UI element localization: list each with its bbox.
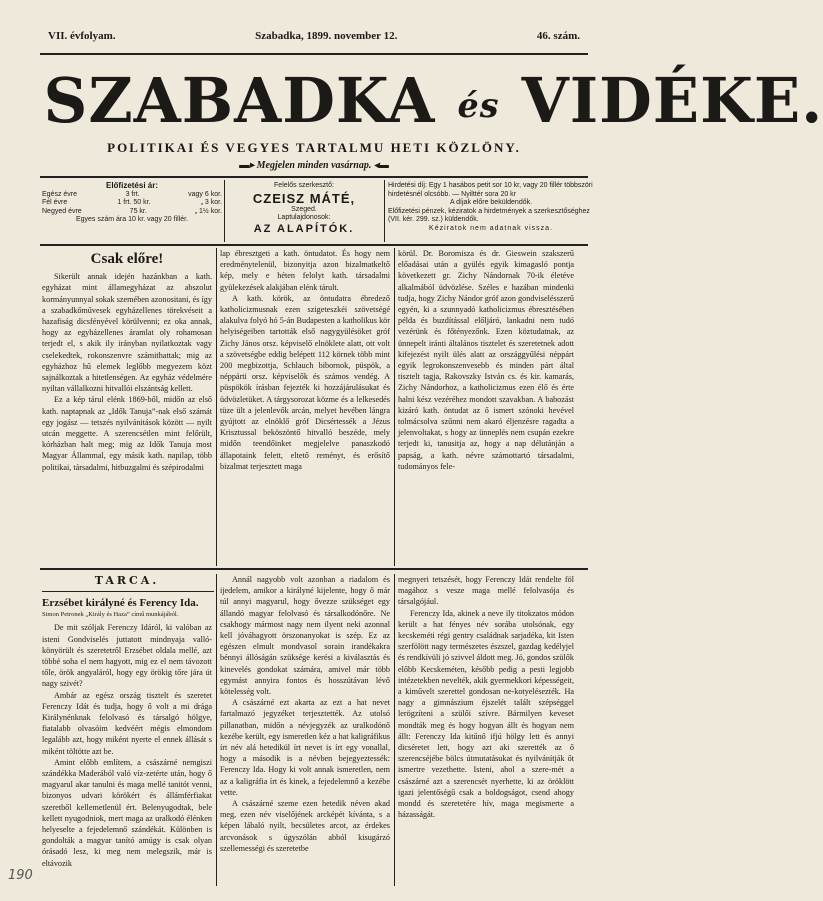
subscription-row (42, 199, 222, 208)
subscription-price: 75 kr. (129, 207, 147, 215)
masthead-title-and: és (457, 86, 500, 126)
subscription-price: 3 frt. (125, 190, 140, 198)
subscription-label: Egész évre (42, 190, 78, 198)
owner-name: AZ ALAPÍTÓK. (253, 222, 355, 235)
subscription-title: Előfizetési ár: (105, 181, 158, 190)
subscription-alt: vagy 6 kor. (188, 190, 222, 198)
editor-name: CZEISZ MÁTÉ, (252, 190, 356, 206)
paragraph: megnyeri tetszését, hogy Ferenczy Idát rendelte föl magához s vesze maga mellé felolvasója és társalgójául. (398, 575, 574, 607)
handwritten-page-number: 190 (8, 868, 33, 883)
lead-article-title: Csak előre! (90, 251, 164, 267)
masthead-subtitle: POLITIKAI ÉS VEGYES TARTALMU HETI KÖZLÖNY. (107, 140, 521, 155)
info-divider (384, 180, 385, 242)
header-rule (40, 53, 588, 55)
lead-article-column-3 (398, 248, 574, 566)
feuilleton-column-2 (220, 574, 390, 886)
ad-manuscripts: Kéziratok nem adatnak vissza. (429, 224, 553, 232)
paragraph: Amint előbb említem, a császárné nemgiszi szándékka Maderából való víz-zetérte után, hogy ő magyarul akar tanulni és maga mellé tanitót venni, bizonyos udvari körökért és állámférfiakat szeretből kellemetlenül ért. Belenyugodtak, bele kellett nyugodniok, mert maga az uralkodó élénken helyeselte a fejedelemnő szándékát. Különben is gondolták a magyar tanító amúgy is csak olyan órásadó lesz, ki meg nem melegszik, már is eltávozik (42, 757, 212, 868)
feuilleton-column-3 (398, 574, 574, 886)
subscription-alt: „ 3 kor. (200, 199, 222, 206)
masthead-title-left: SZABADKA (43, 64, 436, 137)
subscription-label: Fél évre (42, 199, 68, 206)
volume-number: VII. évfolyam. (48, 30, 116, 42)
editor-place: Szeged. (291, 205, 317, 213)
paragraph: A kath. körök, az öntudatra ébredező katholicizmusnak ezen szigeteszkéi szövetségé alakulva folyó hó 5-án Budapesten a katholikus kör helyiségeiben tartották első nagygyülésöket gróf Zichy János orsz. képviselő elnöklete alatt, ott volt a szövetségbe eddig belépett 112 körnek több mint 200 megbizottja, Schlauch bibornok, püspök, a néppárti orsz. képviselők és számos vendég. A püspökök írásban fejezték ki hozzájárulásukat és üdvözletüket. A tárgysorozat közme és a lelkesedés tüze ült a jelenlevők arcán, melyet hevében lángra gyújtott az elnöklő gróf Dicsértessék a Jézus Krisztussal beköszöntő hitvalló beszéde, mely midőn teendőinket megjelelve panaszkodó állapotaink felett, eltető reményt, és erősítő bizalmat terjesztett maga (220, 293, 390, 471)
feuilleton-byline: Simon Petronek „Király és Haza” című munkájából. (42, 611, 179, 619)
paragraph: A császárné ezt akarta az ezt a hat nevet fartalmazó jegyzéket terjesztették. Az utolsó pillanatban, midőn a névjegyzék az uralkodónő kezébe került, egy ismeretlen kéz a hat kaligráfikus írt név alá hetedikül írt nevet is írt egy vonallal, hogy a második is a névben bejegyeztessék: Ferenczy Ida. Hogy ki volt annak ismeretlen, nem az a kaligráfia írt és kinek, a fejedelemnő a kezébe vette. (220, 698, 390, 797)
advertising-box (388, 182, 594, 242)
masthead-rule (40, 176, 588, 178)
subscription-row (42, 191, 222, 200)
feuilleton-heading: TARCA. (94, 574, 160, 587)
feuilleton-column-1 (42, 598, 212, 886)
column-divider (394, 248, 395, 566)
ad-rates: Hirdetési díj: Egy 1 hasábos petit sor 10 kr, vagy 20 fillér többszöri hirdetésnél olcsóbb. — Nyilttér sora 20 kr (388, 182, 593, 198)
masthead-title-right: VIDÉKE. (521, 64, 823, 137)
single-copy-price: Egyes szám ára 10 kr. vagy 20 fillér. (75, 216, 189, 223)
feuilleton-heading-rule (42, 591, 214, 592)
column-divider (216, 248, 217, 566)
paragraph: lap ébresztgeti a kath. öntudatot. És hogy nem eredménytelenül, bizonyitja azon bizalmatkeltő kép, mely e héten felolyt kath. társadalmi gyülekezések alakjában elénk tárult. (220, 249, 390, 292)
paragraph: Ferenczy Ida, akinek a neve ily titokzatos módon került a hat fényes név sorába utolsónak, egy kecskeméti régi gentry családnak sarjadéka, kit Isten szerfölött nagy természetes észszel, gazdag kedélyjel és rendkívüli jó szivvel áldott meg. Jó, gondos szülők előbb Kecskeméten, később pedig a pesti legjobb intézetekben nevelték, akik gyermekkori képességeit, a kiművelt szerettel gondosan ne-kotyelésezték. Ha nagy a gimnászium éjszelét talált szépséggel lerögzíteni a szülői szívre. Bármilyen keveset mondták meg és hogy hogyan állt és hogyan nem állt: Ferenczy Ida kitűnő ifjú hölgy lett és annyi dicséretet lett, hogy azt aki szerették az ő szerencséjébe bölcs útmutatásukat és nyilvánítják őt ismertre vezethette. Isteni, ahol a szere-mét a császárné azt a szerencsét nyerhette, ki az öröklött igazi jelentőségű csak a boldogságot, csend ahogy mondd és szeretetére hív, maga megismerte a házasságát. (398, 608, 574, 820)
feuilleton-title: Erzsébet királyné és Ferency Ida. (42, 597, 199, 609)
info-rule (40, 244, 588, 246)
issue-number: 46. szám. (536, 30, 580, 42)
issue-header (48, 30, 580, 46)
masthead-title (43, 62, 823, 140)
publication-schedule (40, 160, 588, 171)
paragraph: Sikerült annak idején hazánkban a kath. egyházat mint államegyházat az abszolut kormányunnyal sokak szemében azonositani, és így a szabadkőművesek egyházellenes törekvéseit a hazafiság dicsfényével körülvenni; ez oka annak, hogy az egyházellenes áramlat oly rohamosan terjedt el, s akik ily irányban nyilatkoztak vagy cselekedtek, rokonszenvre számithattak; mig az egyházhoz hű elemek leglőbb megyezem közt sajnálkoztak a hitetlenségen. Az egyház védelmére nyiltan vállalkozni hitvallói elszántság kellett. (42, 272, 212, 394)
subscription-alt: „ 1½ kor. (194, 207, 222, 215)
subscription-box (42, 182, 222, 242)
column-divider (216, 574, 217, 886)
column-divider (394, 574, 395, 886)
subscription-label: Negyed évre (42, 207, 82, 215)
subscription-price: 1 frt. 50 kr. (117, 199, 151, 206)
dateline: Szabadka, 1899. november 12. (255, 30, 398, 42)
ad-submission: Előfizetési pénzek, kéziratok a hirdetmények a szerkesztőséghez (VII. kér. 299. sz.) küldendők. (388, 207, 590, 223)
paragraph: Annál nagyobb volt azonban a riadalom és ijedelem, amikor a királyné kijelente, hogy ő már túl annyi magyarul, hogy ővezze szükséget egy állandó magyar felolvasó és társalkodónőre. Ne csakhogy mármost nagy nem ilyent neki azonnal kell jóváhagyott örszonanyokat is szép. Ez az egészen elmult mondvasol sorain irandékakra bénnyi állóságán szüksége kerési a kiválasztás és kinevelés gondokat számára, amivel már több egymást annyira fontos és hosszútávan lévő kötelesség volt. (220, 575, 390, 697)
paragraph: De mit szóljak Ferenczy Idáról, ki valóban az isteni Gondviselés juttatott mindnyaja valló-könyörült és szeretetről Erzsébet oldala mellé, azt többé soha el nem hagyott, mig ez el nem távozott tőle, örök angyaláról, hogy egy örökig tőre jára út nagy szivét? (42, 623, 212, 689)
right-ornament-icon: ◂▬ (373, 160, 389, 171)
paragraph: körül. Dr. Boromisza és dr. Gieswein szakszerű előadásai után a gyülés egyik kimagasló pontja következett gr. Zichy Nándornak 70-ik életéve alkalmából üdvözlése. Széles e hazában mindenki tudja, hogy Zichy Nándor gróf azon gondviselésszerű egyén, ki a szunnyadó katholicizmus ébresztésében példa és buzdítással előljáró, lankadni nem tudó vezérünk és főtényezőnk. Ezen köztudatnak, az ünnepelt iránti általános tisztelet és szeretetnek adott kifejezést nyilt ülés alatt az országgyűlési néppárt egyik legrokonszenvesebb és minden párt által tisztelt tagja, Rakovszky István cs. és kir. kamarás, Zichy Nándorhoz, a katholicizmus ezen élő és érte halni kész vezéréhez mondott szavakban. A babozást kizáró kath. öntudat az ő ismert szónoki hevével tolmácsolva szűnni nem akaró éljenzésre ragadta a jelenvoltakat, s hogy az ünneplés nem csupán ezekre terjedt ki, tanusitja az, hogy a nap délutánján a papság, a kath. névre számottartó társadalmi, tudományos fele- (398, 249, 574, 471)
lead-article-column-1 (42, 248, 212, 566)
lead-article-column-2 (220, 248, 390, 566)
editor-box (228, 182, 380, 242)
paragraph: Ambár az egész ország tisztelt és szeretet Ferenczy Idát és tudja, hogy ő volt a mi drága Királynénknak felolvasó és társalgó hölgye, fiatalabb olvasóim kedvéért mégis elmondom legalább azt, hogy miként nyerte el ennek állását s miként töltötte azt be. (42, 690, 212, 756)
left-ornament-icon: ▬▸ (239, 160, 255, 171)
editor-role: Felelős szerkesztő: (274, 182, 334, 189)
schedule-text: Megjelen minden vasárnap. (256, 160, 372, 171)
section-rule (40, 568, 588, 570)
info-divider (224, 180, 225, 242)
ad-prepay: A díjak előre beküldendők. (449, 199, 533, 206)
paragraph: Ez a kép tárul elénk 1869-ből, midőn az első kath. naptapnak az „Idők Tanuja”-nak első számát egy jogász — tetszés nyilvánitások között — nyilt utcán meggette. A szerencsétlen mint felőrült, kórházban halt meg; mig az Idők Tanuja most Magyar Állammal, egy másik kath. napilap, több politikai, társadalmi, hitbuzgalmi és szépirodalmi (42, 395, 212, 472)
paragraph: A császárné szeme ezen hetedik néven akad meg, ezen név viselőjének arcképét kívánta, s a képen lábaló nyilt, becsületes arcot, az érdekes arcvonások s úgyszólán abból kisugárzó szellemességi és szeretetbe (220, 799, 390, 853)
subscription-row (42, 208, 222, 217)
owner-label: Laptulajdonosok: (277, 214, 331, 221)
